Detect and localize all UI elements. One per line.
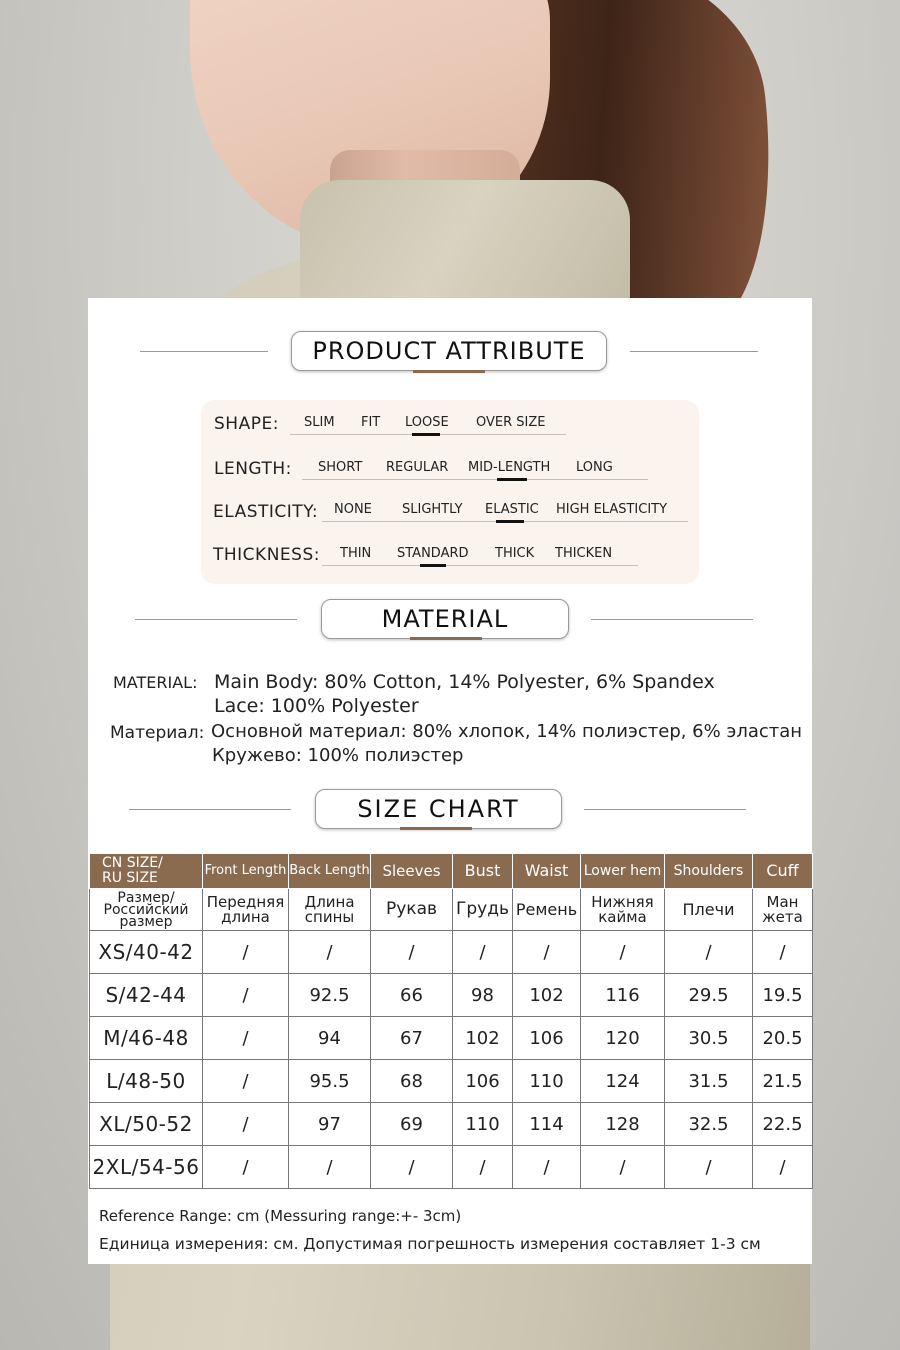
selection-marker (496, 520, 524, 523)
header-cell: Sleeves (371, 854, 453, 889)
value-cell: 67 (371, 1017, 453, 1060)
size-cell: L/48-50 (90, 1060, 203, 1103)
value-cell: / (581, 1146, 665, 1189)
header-cell: Передняя длина (203, 889, 289, 931)
elasticity-option: SLIGHTLY (402, 502, 463, 517)
value-cell: 110 (453, 1103, 513, 1146)
header-cell: Cuff (753, 854, 813, 889)
length-label: LENGTH: (214, 459, 292, 479)
header-cell: Плечи (665, 889, 753, 931)
header-cell: Рукав (371, 889, 453, 931)
size-cell: XS/40-42 (90, 931, 203, 974)
header-cell: Размер/ Российский размер (90, 889, 203, 931)
header-cell: Нижняя кайма (581, 889, 665, 931)
table-row (90, 931, 813, 974)
attribute-rule (302, 479, 648, 480)
value-cell: / (203, 1060, 289, 1103)
header-cell: Lower hem (581, 854, 665, 889)
length-option: REGULAR (386, 460, 449, 475)
value-cell: / (753, 1146, 813, 1189)
value-cell: 69 (371, 1103, 453, 1146)
thickness-option: THICKEN (555, 546, 613, 561)
header-cell: Bust (453, 854, 513, 889)
attribute-rule (322, 565, 638, 566)
value-cell: / (453, 931, 513, 974)
material-heading: MATERIAL (321, 599, 569, 639)
value-cell: 114 (513, 1103, 581, 1146)
value-cell: 22.5 (753, 1103, 813, 1146)
value-cell: 106 (453, 1060, 513, 1103)
shape-option: FIT (361, 415, 381, 430)
heading-accent-bar (410, 637, 482, 640)
header-cell: Длина спины (289, 889, 371, 931)
value-cell: / (665, 931, 753, 974)
header-cell: Ремень (513, 889, 581, 931)
selection-marker (497, 478, 527, 481)
size-cell: M/46-48 (90, 1017, 203, 1060)
value-cell: 94 (289, 1017, 371, 1060)
material-lace-ru: Кружево: 100% полиэстер (212, 745, 464, 766)
length-option-selected: MID-LENGTH (468, 460, 551, 475)
size-chart-heading: SIZE CHART (315, 789, 562, 829)
value-cell: 124 (581, 1060, 665, 1103)
shape-option: OVER SIZE (476, 415, 546, 430)
material-label-ru: Материал: (110, 723, 205, 743)
value-cell: 102 (513, 974, 581, 1017)
value-cell: 110 (513, 1060, 581, 1103)
table-row (90, 1146, 813, 1189)
table-header-row-ru (90, 889, 813, 931)
value-cell: 120 (581, 1017, 665, 1060)
reference-range-note: Reference Range: cm (Messuring range:+- 3cm) (99, 1207, 462, 1225)
value-cell: / (203, 1146, 289, 1189)
heading-accent-bar (400, 827, 472, 830)
thickness-label: THICKNESS: (213, 545, 320, 565)
material-lace-en: Lace: 100% Polyester (214, 695, 419, 717)
divider-line (591, 619, 753, 620)
value-cell: 102 (453, 1017, 513, 1060)
header-cell: Waist (513, 854, 581, 889)
elasticity-option: HIGH ELASTICITY (556, 502, 668, 517)
value-cell: 97 (289, 1103, 371, 1146)
value-cell: / (753, 931, 813, 974)
table-header-row-en (90, 854, 813, 889)
value-cell: / (581, 931, 665, 974)
length-option: SHORT (318, 460, 363, 475)
header-cell: Грудь (453, 889, 513, 931)
value-cell: / (513, 931, 581, 974)
value-cell: 20.5 (753, 1017, 813, 1060)
divider-line (135, 619, 297, 620)
value-cell: 29.5 (665, 974, 753, 1017)
material-label-en: MATERIAL: (113, 673, 198, 692)
value-cell: 116 (581, 974, 665, 1017)
elasticity-option-selected: ELASTIC (485, 502, 539, 517)
shape-option: SLIM (304, 415, 335, 430)
value-cell: / (289, 1146, 371, 1189)
thickness-option-selected: STANDARD (397, 546, 469, 561)
value-cell: 66 (371, 974, 453, 1017)
selection-marker (420, 564, 446, 567)
material-main-body-ru: Основной материал: 80% хлопок, 14% полиэстер, 6% эластан (211, 721, 803, 742)
table-row (90, 1103, 813, 1146)
elasticity-option: NONE (334, 502, 372, 517)
value-cell: 19.5 (753, 974, 813, 1017)
shape-option-selected: LOOSE (405, 415, 449, 430)
header-cell: Ман жета (753, 889, 813, 931)
header-cell: Shoulders (665, 854, 753, 889)
value-cell: / (371, 931, 453, 974)
divider-line (630, 351, 758, 352)
value-cell: 31.5 (665, 1060, 753, 1103)
measurement-note-ru: Единица измерения: см. Допустимая погрешность измерения составляет 1-3 см (99, 1235, 761, 1253)
product-attribute-heading: PRODUCT ATTRIBUTE (291, 331, 607, 371)
size-cell: S/42-44 (90, 974, 203, 1017)
shape-label: SHAPE: (214, 414, 279, 434)
value-cell: / (203, 1103, 289, 1146)
length-option: LONG (576, 460, 613, 475)
value-cell: 98 (453, 974, 513, 1017)
value-cell: 128 (581, 1103, 665, 1146)
value-cell: / (513, 1146, 581, 1189)
size-chart-table (89, 853, 813, 1189)
value-cell: 30.5 (665, 1017, 753, 1060)
table-row (90, 1017, 813, 1060)
elasticity-label: ELASTICITY: (213, 502, 319, 522)
value-cell: 32.5 (665, 1103, 753, 1146)
table-row (90, 1060, 813, 1103)
size-cell: XL/50-52 (90, 1103, 203, 1146)
divider-line (129, 809, 291, 810)
thickness-option: THICK (495, 546, 535, 561)
value-cell: / (203, 931, 289, 974)
divider-line (584, 809, 746, 810)
divider-line (140, 351, 268, 352)
value-cell: 68 (371, 1060, 453, 1103)
header-cell: CN SIZE/ RU SIZE (90, 854, 203, 889)
value-cell: 21.5 (753, 1060, 813, 1103)
size-cell: 2XL/54-56 (90, 1146, 203, 1189)
table-row (90, 974, 813, 1017)
heading-accent-bar (413, 370, 485, 373)
material-main-body-en: Main Body: 80% Cotton, 14% Polyester, 6% Spandex (214, 671, 715, 693)
value-cell: / (665, 1146, 753, 1189)
selection-marker (412, 433, 440, 436)
header-cell: Front Length (203, 854, 289, 889)
value-cell: 92.5 (289, 974, 371, 1017)
thickness-option: THIN (340, 546, 372, 561)
value-cell: / (203, 974, 289, 1017)
value-cell: / (289, 931, 371, 974)
value-cell: 95.5 (289, 1060, 371, 1103)
value-cell: / (453, 1146, 513, 1189)
value-cell: / (203, 1017, 289, 1060)
value-cell: / (371, 1146, 453, 1189)
header-cell: Back Length (289, 854, 371, 889)
value-cell: 106 (513, 1017, 581, 1060)
